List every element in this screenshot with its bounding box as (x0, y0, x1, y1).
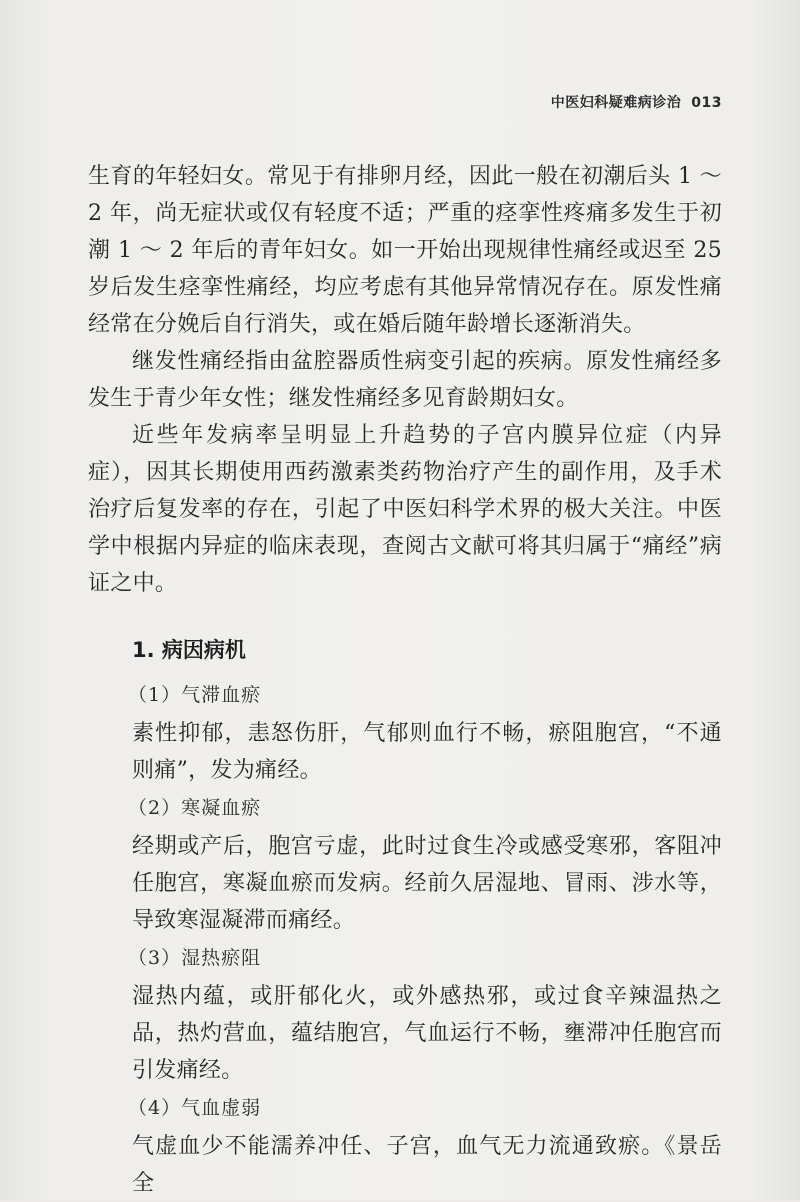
subheading-qi-blood-deficiency: （4）气血虚弱 (128, 1097, 262, 1119)
paragraph-qi-blood-deficiency: 气虚血少不能濡养冲任、子宫，血气无力流通致瘀。《景岳全 (132, 1134, 722, 1196)
paragraph-damp-heat: 湿热内蕴，或肝郁化火，或外感热邪，或过食辛辣温热之品，热灼营血，蕴结胞宫，气血运行不畅，壅滞冲任胞宫而引发痛经。 (132, 984, 722, 1083)
paragraph-cold-congealing: 经期或产后，胞宫亏虚，此时过食生冷或感受寒邪，客阻冲任胞宫，寒凝血瘀而发病。经前久居湿地、冒雨、涉水等，导致寒湿凝滞而痛经。 (132, 834, 722, 933)
paragraph-secondary-dysmenorrhea: 继发性痛经指由盆腔器质性病变引起的疾病。原发性痛经多发生于青少年女性；继发性痛经多见育龄期妇女。 (88, 349, 722, 411)
running-header (551, 92, 722, 112)
subheading-damp-heat: （3）湿热瘀阻 (128, 947, 262, 969)
subheading-qi-stagnation: （1）气滞血瘀 (128, 684, 262, 706)
subheading-cold-congealing: （2）寒凝血瘀 (128, 797, 262, 819)
section-heading-etiology: 1. 病因病机 (132, 638, 246, 662)
paragraph-continued: 生育的年轻妇女。常见于有排卵月经，因此一般在初潮后头 1 ～ 2 年，尚无症状或仅有轻度不适；严重的痉挛性疼痛多发生于初潮 1 ～ 2 年后的青年妇女。如一开始出现规律性痛经或迟至 25 岁后发生痉挛性痛经，均应考虑有其他异常情况存在。原发性痛经常在分娩后自行消失，或在婚后随年龄增长逐渐消失。 (88, 164, 722, 337)
page-body (88, 158, 722, 1202)
book-title: 中医妇科疑难病诊治 (550, 95, 682, 111)
paragraph-qi-stagnation: 素性抑郁，恚怒伤肝，气郁则血行不畅，瘀阻胞宫，“不通则痛”，发为痛经。 (132, 721, 722, 783)
page-number: 013 (691, 95, 722, 111)
paragraph-endometriosis: 近些年发病率呈明显上升趋势的子宫内膜异位症（内异症），因其长期使用西药激素类药物治疗产生的副作用，及手术治疗后复发率的存在，引起了中医妇科学术界的极大关注。中医学中根据内异症的临床表现，查阅古文献可将其归属于“痛经”病证之中。 (88, 423, 722, 596)
